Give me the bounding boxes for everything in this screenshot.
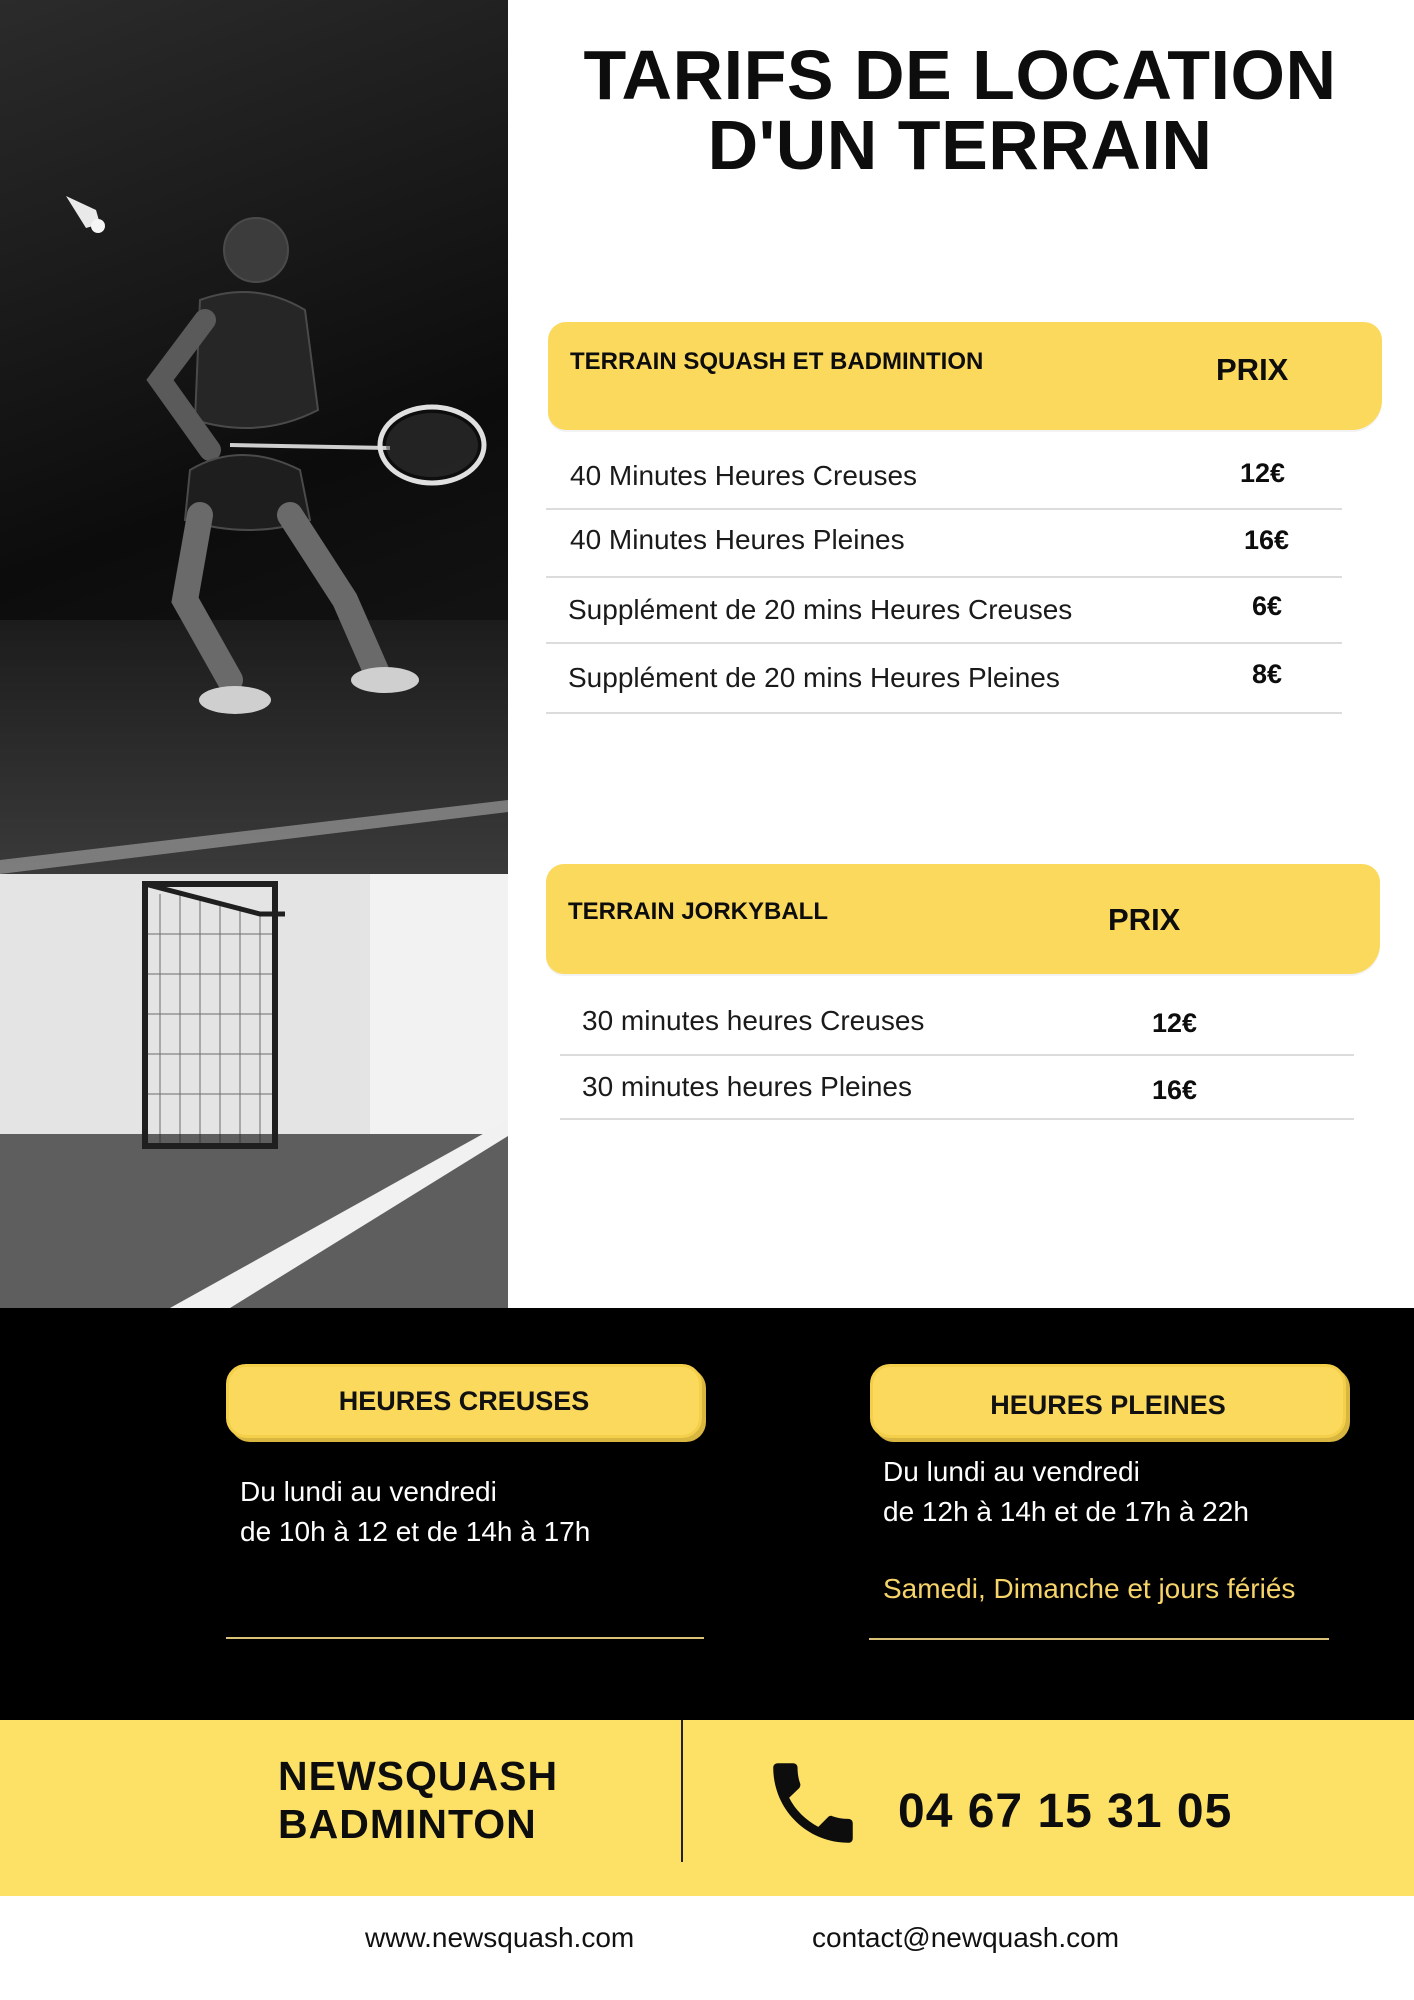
row-price: 8€ [1252,659,1283,689]
jorkyball-header-label: TERRAIN JORKYBALL [568,898,829,925]
row-price: 6€ [1252,591,1283,621]
jorkyball-goal-photo [0,874,508,1308]
peak-days: Du lundi au vendredi [883,1456,1140,1487]
brand-name [278,1752,558,1848]
peak-divider [869,1638,1329,1640]
title-line-1: TARIFS DE LOCATION [583,36,1337,114]
brand-line-1: NEWSQUASH [278,1753,559,1799]
table-row [546,510,1342,578]
contact-divider [681,1720,683,1862]
brand-line-2: BADMINTON [278,1801,537,1847]
page-title [560,36,1360,184]
row-label: 30 minutes heures Creuses [582,1005,925,1036]
squash-header-price: PRIX [1216,352,1289,387]
row-label: 40 Minutes Heures Creuses [570,460,918,491]
jorkyball-table-header [546,864,1380,974]
off-peak-title-badge [226,1364,702,1438]
row-label: Supplément de 20 mins Heures Creuses [568,594,1073,625]
peak-weekend-note: Samedi, Dimanche et jours fériés [883,1573,1296,1604]
row-label: 40 Minutes Heures Pleines [570,524,905,555]
shuttlecock-icon [66,196,105,233]
off-peak-hours [240,1472,590,1552]
peak-title-badge [870,1364,1346,1438]
off-peak-days: Du lundi au vendredi [240,1476,497,1507]
jorkyball-goal-illustration [0,874,508,1308]
peak-hours [883,1452,1249,1532]
off-peak-title: HEURES CREUSES [338,1386,590,1416]
table-row [546,444,1342,510]
off-peak-times: de 10h à 12 et de 14h à 17h [240,1516,591,1547]
squash-header-label: TERRAIN SQUASH ET BADMINTION [570,348,984,375]
off-peak-divider [226,1637,704,1639]
row-label: Supplément de 20 mins Heures Pleines [568,662,1060,693]
jorkyball-header-price: PRIX [1108,902,1181,937]
squash-table-header [548,322,1382,430]
table-row [546,578,1342,644]
peak-times: de 12h à 14h et de 17h à 22h [883,1496,1249,1527]
email-link[interactable]: contact@newquash.com [812,1922,1120,1953]
row-price: 12€ [1152,1008,1198,1038]
table-row [560,1056,1354,1120]
phone-number[interactable]: 04 67 15 31 05 [898,1785,1233,1838]
row-label: 30 minutes heures Pleines [582,1071,912,1102]
badminton-player-illustration [0,0,508,874]
table-row [546,644,1342,714]
badminton-player-photo [0,0,508,874]
table-row [560,990,1354,1056]
row-price: 12€ [1240,458,1286,488]
row-price: 16€ [1244,525,1290,555]
peak-title: HEURES PLEINES [990,1390,1226,1420]
row-price: 16€ [1152,1075,1198,1105]
phone-icon [760,1750,866,1856]
title-line-2: D'UN TERRAIN [707,106,1213,184]
website-link[interactable]: www.newsquash.com [365,1922,635,1953]
